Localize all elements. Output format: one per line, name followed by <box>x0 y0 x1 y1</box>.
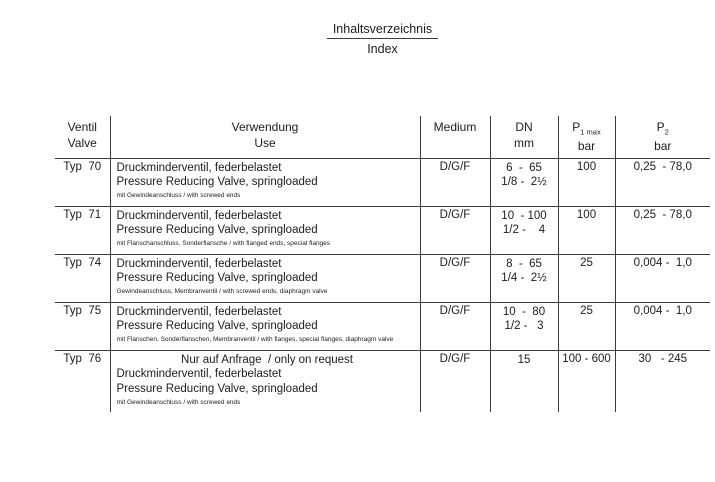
dn-inch: 1/2 - 3 <box>504 320 544 333</box>
table-row-typ70 <box>55 158 710 206</box>
p2-cell: 0,25 - 78,0 <box>615 206 710 254</box>
header-dn-label: DN <box>515 120 533 134</box>
p1max-cell: 100 <box>558 206 615 254</box>
dn-cell <box>490 206 558 254</box>
dn-metric: 10 - 80 <box>502 305 546 318</box>
use-cell <box>110 158 420 206</box>
header-p1max-label: $P_{1 max}$ <box>572 120 601 137</box>
dn-cell <box>490 254 558 302</box>
use-german: Druckminderventil, federbelastet <box>116 305 282 318</box>
dn-inch: 1/2 - 4 <box>502 224 546 237</box>
use-english: Pressure Reducing Valve, springloaded <box>116 176 318 189</box>
title-english: Index <box>367 42 398 56</box>
use-german: Druckminderventil, federbelastet <box>116 161 282 174</box>
use-german: Druckminderventil, federbelastet <box>116 368 282 381</box>
dn-cell <box>490 302 558 350</box>
use-english: Pressure Reducing Valve, springloaded <box>116 272 318 285</box>
medium-cell: D/G/F <box>420 350 490 412</box>
dn-inch: 1/8 - 2½ <box>501 176 547 189</box>
col-header-p2 <box>615 116 710 158</box>
use-english: Pressure Reducing Valve, springloaded <box>116 320 318 333</box>
col-header-ventil <box>55 116 110 158</box>
use-english: Pressure Reducing Valve, springloaded <box>116 383 318 396</box>
medium-cell: D/G/F <box>420 302 490 350</box>
table-row-typ76 <box>55 350 710 412</box>
use-english: Pressure Reducing Valve, springloaded <box>116 224 318 237</box>
valve-type-cell: Typ 75 <box>55 302 110 350</box>
table-row-typ75 <box>55 302 710 350</box>
medium-cell: D/G/F <box>420 206 490 254</box>
valve-type-cell: Typ 70 <box>55 158 110 206</box>
table-header-row <box>55 116 710 158</box>
header-verwendung-de: Verwendung <box>231 120 299 134</box>
use-cell <box>110 302 420 350</box>
medium-cell: D/G/F <box>420 158 490 206</box>
col-header-medium <box>420 116 490 158</box>
use-smallprint: mit Flanschanschluss, Sonderflansche / with flanged ends, special flanges <box>116 240 331 248</box>
header-verwendung-en: Use <box>254 136 276 151</box>
use-cell <box>110 350 420 412</box>
header-dn-unit: mm <box>514 136 534 151</box>
dn-metric: 8 - 65 <box>506 257 542 270</box>
use-cell <box>110 254 420 302</box>
p1max-cell: 100 - 600 <box>558 350 615 412</box>
dn-cell <box>490 158 558 206</box>
use-smallprint: mit Gewindeanschluss / with screwed ends <box>116 399 241 407</box>
p1max-cell: 25 <box>558 254 615 302</box>
valve-index-table <box>55 116 710 412</box>
header-medium-label: Medium <box>433 120 477 134</box>
dn-cell <box>490 350 558 412</box>
dn-metric: 15 <box>517 353 531 366</box>
use-german: Druckminderventil, federbelastet <box>116 209 282 222</box>
header-p2-label: $P_2$ <box>656 120 669 137</box>
document-title-block <box>55 20 710 56</box>
medium-cell: D/G/F <box>420 254 490 302</box>
header-p2-unit: bar <box>654 138 672 153</box>
dn-metric: 6 - 65 <box>506 161 542 174</box>
use-smallprint: mit Flanschen, Sonderflanschen, Membranventil / with flanges, special flanges, diaphragm valve <box>116 336 394 344</box>
dn-inch: 1/4 - 2½ <box>501 272 547 285</box>
p2-cell: 30 - 245 <box>615 350 710 412</box>
p2-cell: 0,004 - 1,0 <box>615 302 710 350</box>
valve-type-cell: Typ 74 <box>55 254 110 302</box>
use-cell <box>110 206 420 254</box>
p1max-cell: 100 <box>558 158 615 206</box>
use-german: Druckminderventil, federbelastet <box>116 257 282 270</box>
use-smallprint: mit Gewindeanschluss / with screwed ends <box>116 192 241 200</box>
header-ventil-en: Valve <box>67 136 97 151</box>
col-header-p1max <box>558 116 615 158</box>
p2-cell: 0,25 - 78,0 <box>615 158 710 206</box>
p1max-cell: 25 <box>558 302 615 350</box>
title-german: Inhaltsverzeichnis <box>327 22 438 39</box>
valve-type-cell: Typ 71 <box>55 206 110 254</box>
use-smallprint: Gewindeanschluss, Membranventil / with screwed ends, diaphragm valve <box>116 288 328 296</box>
header-p1max-unit: bar <box>577 138 596 153</box>
dn-metric: 10 - 100 <box>501 209 547 222</box>
col-header-verwendung <box>110 116 420 158</box>
valve-type-cell: Typ 76 <box>63 352 102 365</box>
header-ventil-de: Ventil <box>67 120 97 134</box>
p2-cell: 0,004 - 1,0 <box>615 254 710 302</box>
col-header-dn <box>490 116 558 158</box>
table-row-typ71 <box>55 206 710 254</box>
use-request-note: Nur auf Anfrage / only on request <box>181 353 353 366</box>
table-row-typ74 <box>55 254 710 302</box>
